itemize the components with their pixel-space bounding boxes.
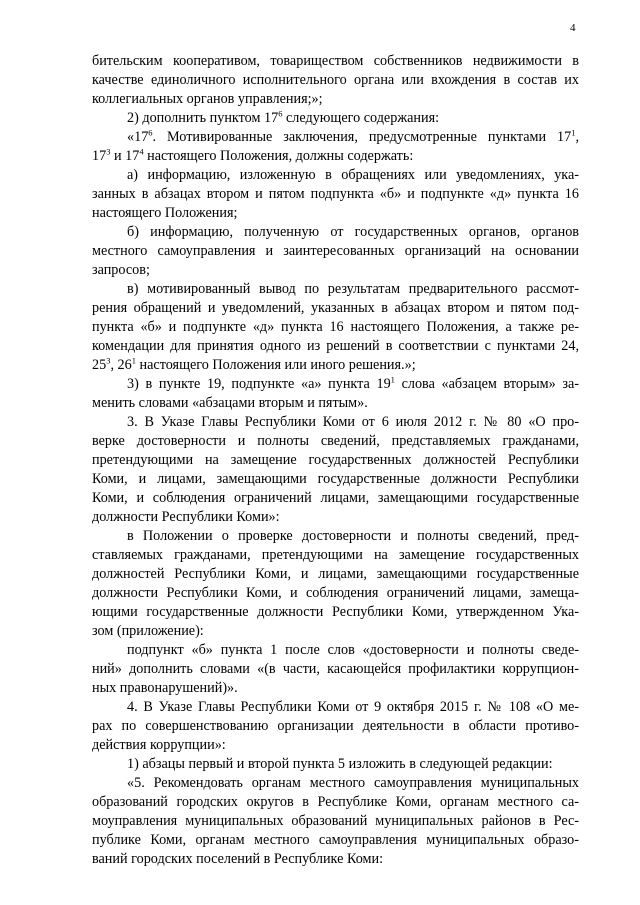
text-run: настоящего Положения;: [92, 205, 238, 221]
text-line: [92, 337, 579, 356]
text-run: настоящего Положения или иного решения.»;: [135, 357, 416, 373]
text-line: [92, 394, 579, 413]
text-run: и 17: [110, 148, 140, 164]
text-line: [92, 166, 579, 185]
text-line: [92, 774, 579, 793]
text-run: ваний городских поселений в Республике Коми:: [92, 851, 384, 867]
text-line: [92, 128, 579, 147]
text-run: местного самоуправления и заинтересованных организаций на основании: [92, 243, 579, 259]
text-run: должности Республики Коми»:: [92, 509, 280, 525]
text-line: [92, 242, 579, 261]
text-run: 25: [92, 357, 107, 373]
text-line: [92, 603, 579, 622]
text-line: [92, 850, 579, 869]
superscript: 3: [106, 355, 111, 366]
superscript: 3: [106, 146, 111, 157]
text-line: [92, 261, 579, 280]
text-line: [92, 679, 579, 698]
text-run: а) информацию, изложенную в обращениях или уведомлениях, ука-: [127, 167, 579, 183]
text-line: [92, 470, 579, 489]
superscript: 1: [390, 375, 395, 385]
text-line: [92, 546, 579, 565]
text-run: комендации для принятия одного из решений в соответствии с пунктами 24,: [92, 338, 579, 354]
text-run: публике Коми, органам местного самоуправления муниципальных образо-: [92, 832, 579, 848]
text-line: [92, 147, 579, 166]
page-number: 4: [570, 22, 576, 34]
superscript: 4: [139, 146, 144, 157]
text-line: [92, 565, 579, 584]
superscript: 6: [278, 108, 283, 119]
text-run: качестве единоличного исполнительного органа или вхождения в состав их: [92, 72, 579, 88]
text-line: [92, 508, 579, 527]
text-line: [92, 109, 579, 128]
text-run: 4. В Указе Главы Республики Коми от 9 октября 2015 г. № 108 «О ме-: [127, 699, 579, 715]
text-run: ющими государственные должности Республики Коми, утвержденном Ука-: [92, 604, 579, 620]
text-line: [92, 489, 579, 508]
text-run: настоящего Положения, должны содержать:: [143, 148, 414, 164]
text-run: «5. Рекомендовать органам местного самоуправления муниципальных: [127, 775, 579, 791]
text-run: запросов;: [92, 262, 150, 278]
text-line: [92, 736, 579, 755]
text-line: [92, 71, 579, 90]
text-line: [92, 660, 579, 679]
superscript: 1: [131, 355, 136, 366]
text-line: [92, 451, 579, 470]
text-line: [92, 831, 579, 850]
text-run: зом (приложение):: [92, 623, 204, 639]
text-line: [92, 641, 579, 660]
text-run: 17: [92, 148, 107, 164]
text-line: [92, 204, 579, 223]
text-run: занных в абзацах втором и пятом подпункта «б» и подпункте «д» пункта 16: [92, 186, 579, 202]
text-run: менить словами «абзацами вторым и пятым».: [92, 395, 368, 411]
text-line: [92, 413, 579, 432]
text-run: коллегиальных органов управления;»;: [92, 91, 323, 107]
text-line: [92, 527, 579, 546]
text-run: должности Республики Коми, и соблюдения ограничений лицами, замеща-: [92, 585, 579, 601]
text-run: «17: [127, 129, 149, 145]
text-line: [92, 90, 579, 109]
text-line: [92, 793, 579, 812]
text-run: б) информацию, полученную от государственных органов, органов: [127, 224, 579, 240]
text-line: [92, 223, 579, 242]
text-line: [92, 717, 579, 736]
text-line: [92, 812, 579, 831]
text-line: [92, 432, 579, 451]
text-run: 2) дополнить пунктом 17: [127, 110, 279, 126]
text-run: , 26: [110, 357, 132, 373]
text-run: пункта «б» и подпункте «д» пункта 16 настоящего Положения, а также ре-: [92, 319, 579, 335]
text-line: [92, 698, 579, 717]
text-run: подпункт «б» пункта 1 после слов «достоверности и полноты сведе-: [127, 642, 579, 658]
text-run: ных правонарушений)».: [92, 680, 238, 696]
text-run: Коми, и лицами, замещающими государственные должности Республики: [92, 471, 579, 487]
text-run: претендующими на замещение государственных должностей Республики: [92, 452, 579, 468]
superscript: 1: [571, 128, 576, 138]
text-line: [92, 52, 579, 71]
text-run: ний» дополнить словами «(в части, касающейся профилактики коррупцион-: [92, 661, 579, 677]
document-body: [92, 52, 579, 869]
text-line: [92, 318, 579, 337]
text-run: ставляемых гражданами, претендующими на замещение государственных: [92, 547, 579, 563]
text-line: [92, 280, 579, 299]
text-run: должностей Республики Коми, и лицами, замещающими государственные: [92, 566, 579, 582]
text-run: верке достоверности и полноты сведений, представляемых гражданами,: [92, 433, 579, 449]
text-line: [92, 185, 579, 204]
text-run: Коми, и соблюдения ограничений лицами, замещающими государственные: [92, 490, 579, 506]
text-run: в Положении о проверке достоверности и полноты сведений, пред-: [127, 528, 579, 544]
superscript: 6: [148, 128, 153, 138]
text-run: действия коррупции»:: [92, 737, 226, 753]
text-run: ,: [575, 129, 579, 145]
text-line: [92, 755, 579, 774]
text-line: [92, 356, 579, 375]
text-run: 1) абзацы первый и второй пункта 5 изложить в следующей редакции:: [127, 756, 553, 772]
text-run: в) мотивированный вывод по результатам предварительного рассмот-: [127, 281, 579, 297]
text-run: бительским кооперативом, товариществом собственников недвижимости в: [92, 53, 579, 69]
text-run: следующего содержания:: [282, 110, 440, 126]
text-line: [92, 622, 579, 641]
text-run: 3. В Указе Главы Республики Коми от 6 июля 2012 г. № 80 «О про-: [127, 414, 579, 430]
text-line: [92, 375, 579, 394]
text-run: рения обращений и уведомлений, указанных в абзацах втором и пятом под-: [92, 300, 579, 316]
text-line: [92, 584, 579, 603]
text-run: образований городских округов в Республике Коми, органам местного са-: [92, 794, 579, 810]
text-run: . Мотивированные заключения, предусмотренные пунктами 17: [152, 129, 572, 145]
text-run: слова «абзацем вторым» за-: [394, 376, 579, 392]
text-run: рах по совершенствованию организации деятельности в области противо-: [92, 718, 579, 734]
text-run: 3) в пункте 19, подпункте «а» пункта 19: [127, 376, 391, 392]
text-line: [92, 299, 579, 318]
text-run: моуправления муниципальных образований муниципальных районов в Рес-: [92, 813, 579, 829]
